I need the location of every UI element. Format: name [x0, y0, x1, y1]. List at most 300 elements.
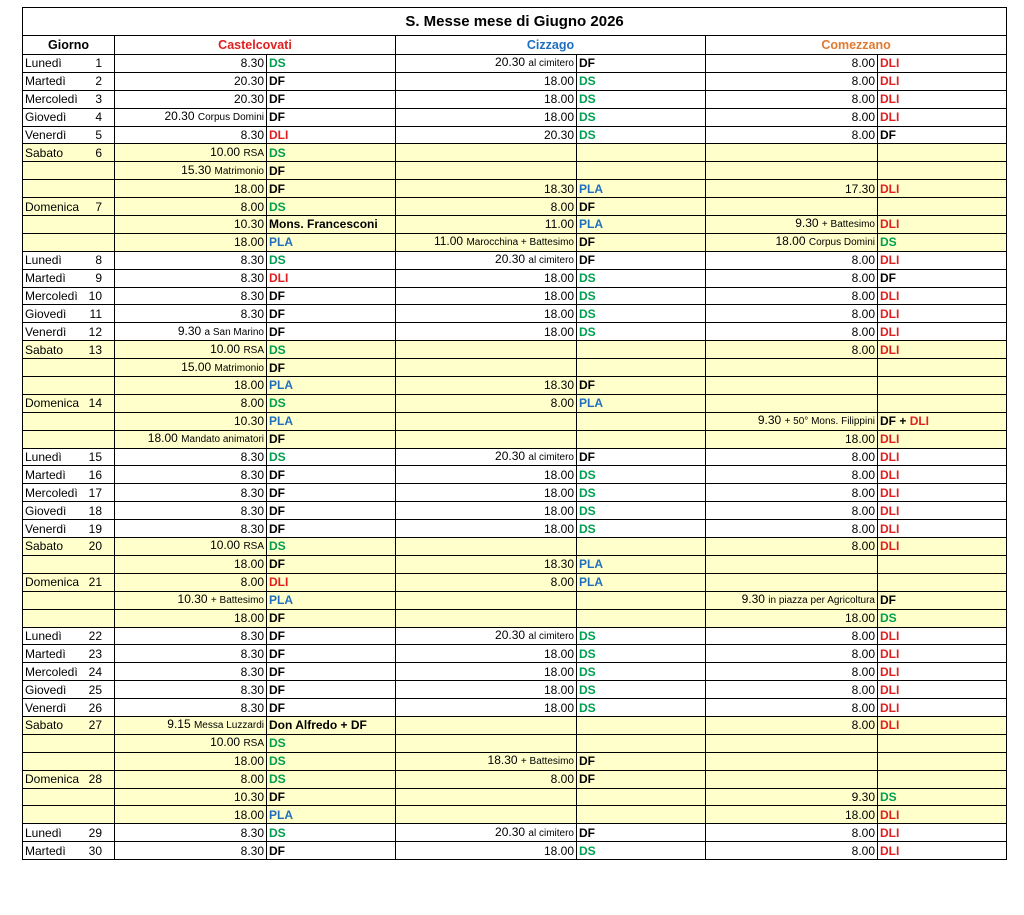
mass-time: 18.00: [233, 181, 264, 196]
cizzago-celebrant-cell: [577, 538, 706, 556]
header-giorno: Giorno: [23, 36, 115, 55]
table-row: [23, 609, 1007, 627]
day-cell: [23, 716, 115, 734]
cizzago-time-cell: [396, 555, 577, 573]
day-name: Martedì: [25, 271, 66, 286]
mass-time: 8.00: [851, 485, 875, 500]
celebrant: DS: [579, 646, 596, 661]
table-row: [23, 502, 1007, 520]
castelcovati-time-cell: [115, 430, 267, 448]
castelcovati-celebrant-cell: [267, 412, 396, 430]
mass-time: 8.00: [851, 843, 875, 858]
mass-time: 8.30: [240, 128, 264, 142]
mass-note: Marocchina + Battesimo: [466, 237, 574, 249]
castelcovati-time-cell: [115, 699, 267, 717]
castelcovati-time-cell: [115, 305, 267, 323]
cizzago-celebrant-cell: [577, 412, 706, 430]
cizzago-celebrant-cell: [577, 645, 706, 663]
mass-time: 8.00: [851, 467, 875, 482]
comezzano-time-cell: [706, 752, 878, 770]
castelcovati-celebrant-cell: [267, 752, 396, 770]
table-row: [23, 591, 1007, 609]
day-name: Venerdì: [25, 324, 67, 339]
table-row: [23, 573, 1007, 591]
cizzago-celebrant-cell: [577, 359, 706, 377]
cizzago-time-cell: [396, 144, 577, 162]
celebrant: DLI: [880, 664, 900, 679]
castelcovati-celebrant-cell: [267, 842, 396, 860]
day-number: 12: [88, 324, 102, 339]
comezzano-time-cell: [706, 484, 878, 502]
castelcovati-celebrant-cell: [267, 502, 396, 520]
cizzago-time-cell: [396, 162, 577, 180]
comezzano-time-cell: [706, 573, 878, 591]
celebrant: DS: [579, 110, 596, 125]
table-row: [23, 126, 1007, 144]
castelcovati-celebrant-cell: [267, 251, 396, 269]
day-cell: [23, 681, 115, 699]
mass-time: 20.30: [233, 74, 264, 89]
mass-time: 17.30: [844, 181, 875, 196]
cizzago-time-cell: [396, 180, 577, 198]
mass-time: 18.00: [233, 235, 264, 250]
day-name: Sabato: [25, 145, 64, 160]
celebrant: DLI: [880, 628, 900, 643]
mass-time: 8.00: [851, 539, 875, 554]
castelcovati-time-cell: [115, 126, 267, 144]
comezzano-celebrant-cell: [878, 538, 1007, 556]
celebrant: DLI: [880, 289, 900, 304]
mass-time: 18.00: [543, 485, 574, 500]
celebrant: DF: [579, 825, 595, 840]
cizzago-time-cell: [396, 645, 577, 663]
day-number: 9: [95, 271, 102, 286]
day-number: 16: [88, 467, 102, 482]
mass-time: 18.00: [543, 271, 574, 286]
mass-time: 18.00: [543, 306, 574, 321]
mass-time: 8.00: [550, 396, 574, 411]
celebrant: DLI: [880, 825, 900, 840]
mass-time: 9.30: [795, 216, 819, 231]
day-cell: [23, 538, 115, 556]
mass-time: 18.00: [543, 521, 574, 536]
celebrant: DF: [269, 306, 285, 321]
day-number: 23: [88, 646, 102, 661]
mass-note: Mandato animatori: [181, 434, 264, 446]
cizzago-celebrant-cell: [577, 394, 706, 412]
table-row: [23, 72, 1007, 90]
castelcovati-celebrant-cell: [267, 770, 396, 788]
castelcovati-celebrant-cell: [267, 55, 396, 73]
comezzano-celebrant-cell: [878, 448, 1007, 466]
castelcovati-celebrant-cell: [267, 573, 396, 591]
day-name: Martedì: [25, 467, 66, 482]
comezzano-time-cell: [706, 645, 878, 663]
mass-time: 10.00: [210, 144, 241, 159]
celebrant: DF: [269, 92, 285, 107]
celebrant: DS: [579, 128, 596, 142]
mass-note: Corpus Domini: [197, 112, 264, 124]
cizzago-celebrant-cell: [577, 180, 706, 198]
celebrant: DS: [269, 253, 286, 268]
mass-time: 8.30: [240, 521, 264, 536]
table-row: [23, 90, 1007, 108]
comezzano-celebrant-cell: [878, 806, 1007, 824]
comezzano-time-cell: [706, 770, 878, 788]
comezzano-time-cell: [706, 305, 878, 323]
castelcovati-time-cell: [115, 55, 267, 73]
cizzago-celebrant-cell: [577, 448, 706, 466]
table-row: [23, 216, 1007, 234]
celebrant: DS: [579, 682, 596, 697]
celebrant: DF: [269, 646, 285, 661]
cizzago-celebrant-cell: [577, 752, 706, 770]
day-name: Mercoledì: [25, 664, 78, 679]
day-name: Sabato: [25, 539, 64, 554]
comezzano-time-cell: [706, 55, 878, 73]
comezzano-celebrant-cell: [878, 466, 1007, 484]
celebrant: PLA: [579, 575, 603, 590]
day-cell: [23, 323, 115, 341]
mass-time: 8.30: [240, 56, 264, 71]
comezzano-celebrant-cell: [878, 645, 1007, 663]
mass-time: 8.00: [851, 628, 875, 643]
cizzago-celebrant-cell: [577, 770, 706, 788]
castelcovati-celebrant-cell: [267, 72, 396, 90]
comezzano-celebrant-cell: [878, 716, 1007, 734]
comezzano-celebrant-cell: [878, 824, 1007, 842]
day-name: Mercoledì: [25, 289, 78, 304]
mass-time: 18.00: [233, 754, 264, 769]
day-name: Lunedì: [25, 450, 62, 465]
celebrant: DLI: [880, 306, 900, 321]
cizzago-celebrant-cell: [577, 699, 706, 717]
comezzano-time-cell: [706, 663, 878, 681]
celebrant: DS: [269, 539, 286, 554]
cizzago-time-cell: [396, 305, 577, 323]
day-cell: [23, 627, 115, 645]
day-name: Domenica: [25, 575, 80, 590]
comezzano-time-cell: [706, 180, 878, 198]
cizzago-celebrant-cell: [577, 144, 706, 162]
castelcovati-time-cell: [115, 788, 267, 806]
castelcovati-celebrant-cell: [267, 716, 396, 734]
comezzano-time-cell: [706, 538, 878, 556]
mass-time: 20.30: [495, 449, 526, 464]
castelcovati-time-cell: [115, 323, 267, 341]
celebrant: DF: [269, 843, 285, 858]
mass-time: 8.00: [851, 825, 875, 840]
comezzano-time-cell: [706, 824, 878, 842]
mass-note: + Battesimo: [821, 219, 875, 231]
cizzago-celebrant-cell: [577, 716, 706, 734]
comezzano-celebrant-cell: [878, 609, 1007, 627]
mass-time: 8.00: [240, 396, 264, 411]
castelcovati-time-cell: [115, 591, 267, 609]
celebrant: DS: [579, 467, 596, 482]
celebrant: DF: [269, 611, 285, 626]
table-row: [23, 484, 1007, 502]
comezzano-time-cell: [706, 806, 878, 824]
comezzano-time-cell: [706, 126, 878, 144]
day-cell: [23, 699, 115, 717]
celebrant: DS: [880, 235, 897, 250]
mass-time: 8.30: [240, 682, 264, 697]
day-cell: [23, 645, 115, 663]
comezzano-time-cell: [706, 251, 878, 269]
mass-time: 18.00: [543, 843, 574, 858]
comezzano-celebrant-cell: [878, 233, 1007, 251]
celebrant: DLI: [880, 253, 900, 268]
day-cell: [23, 770, 115, 788]
castelcovati-time-cell: [115, 394, 267, 412]
cizzago-time-cell: [396, 55, 577, 73]
comezzano-time-cell: [706, 162, 878, 180]
mass-time: 18.00: [233, 557, 264, 572]
mass-note: in piazza per Agricoltura: [768, 595, 875, 607]
cizzago-celebrant-cell: [577, 269, 706, 287]
mass-time: 10.30: [233, 217, 264, 232]
celebrant: DS: [269, 450, 286, 465]
table-row: [23, 448, 1007, 466]
celebrant: DLI: [880, 807, 900, 822]
day-cell: [23, 448, 115, 466]
day-cell: [23, 842, 115, 860]
mass-note: Corpus Domini: [808, 237, 875, 249]
mass-time: 10.00: [210, 538, 241, 553]
title-row: [23, 8, 1007, 36]
mass-time: 8.00: [550, 575, 574, 590]
day-cell: [23, 233, 115, 251]
comezzano-time-cell: [706, 788, 878, 806]
mass-time: 9.30: [741, 592, 765, 607]
mass-time: 18.00: [844, 432, 875, 447]
day-number: 21: [88, 575, 102, 590]
castelcovati-celebrant-cell: [267, 108, 396, 126]
day-name: Venerdì: [25, 521, 67, 536]
cizzago-time-cell: [396, 538, 577, 556]
table-row: [23, 180, 1007, 198]
comezzano-time-cell: [706, 198, 878, 216]
table-row: [23, 251, 1007, 269]
comezzano-celebrant-cell: [878, 144, 1007, 162]
comezzano-time-cell: [706, 842, 878, 860]
day-name: Martedì: [25, 646, 66, 661]
celebrant: DF: [269, 324, 285, 339]
celebrant: PLA: [269, 378, 293, 393]
mass-time: 20.30: [495, 252, 526, 267]
comezzano-celebrant-cell: [878, 734, 1007, 752]
day-cell: [23, 90, 115, 108]
mass-time: 8.30: [240, 450, 264, 465]
castelcovati-time-cell: [115, 251, 267, 269]
table-row: [23, 430, 1007, 448]
comezzano-time-cell: [706, 734, 878, 752]
celebrant: DF: [269, 432, 285, 447]
cizzago-time-cell: [396, 108, 577, 126]
celebrant: DF: [579, 378, 595, 393]
celebrant: DF: [269, 503, 285, 518]
castelcovati-time-cell: [115, 180, 267, 198]
cizzago-celebrant-cell: [577, 162, 706, 180]
celebrant: DS: [269, 825, 286, 840]
celebrant: DF: [269, 700, 285, 715]
mass-time: 8.00: [851, 56, 875, 71]
table-row: [23, 842, 1007, 860]
mass-time: 8.00: [851, 718, 875, 733]
table-row: [23, 788, 1007, 806]
castelcovati-celebrant-cell: [267, 162, 396, 180]
celebrant: DLI: [880, 217, 900, 232]
cizzago-time-cell: [396, 627, 577, 645]
mass-time: 8.00: [851, 646, 875, 661]
comezzano-celebrant-cell: [878, 180, 1007, 198]
celebrant: DS: [269, 754, 286, 769]
day-name: Giovedì: [25, 682, 67, 697]
celebrant: DS: [579, 74, 596, 89]
mass-time: 10.00: [210, 341, 241, 356]
castelcovati-time-cell: [115, 72, 267, 90]
castelcovati-celebrant-cell: [267, 627, 396, 645]
mass-time: 18.30: [543, 181, 574, 196]
comezzano-celebrant-cell: [878, 126, 1007, 144]
mass-note: + 50° Mons. Filippini: [784, 416, 875, 428]
celebrant: DF: [269, 682, 285, 697]
celebrant: DS: [579, 521, 596, 536]
castelcovati-celebrant-cell: [267, 806, 396, 824]
comezzano-celebrant-cell: [878, 359, 1007, 377]
comezzano-time-cell: [706, 520, 878, 538]
castelcovati-time-cell: [115, 609, 267, 627]
castelcovati-celebrant-cell: [267, 394, 396, 412]
day-cell: [23, 520, 115, 538]
comezzano-time-cell: [706, 430, 878, 448]
comezzano-celebrant-cell: [878, 591, 1007, 609]
celebrant: PLA: [579, 396, 603, 411]
day-number: 27: [88, 718, 102, 733]
day-name: Venerdì: [25, 700, 67, 715]
comezzano-celebrant-cell: [878, 770, 1007, 788]
celebrant: DLI: [880, 92, 900, 107]
mass-note: RSA: [243, 541, 264, 553]
cizzago-time-cell: [396, 90, 577, 108]
celebrant: DF: [269, 521, 285, 536]
celebrant: DLI: [880, 718, 900, 733]
comezzano-celebrant-cell: [878, 269, 1007, 287]
mass-time: 20.30: [233, 92, 264, 107]
mass-time: 18.00: [147, 431, 178, 446]
celebrant: DLI: [880, 503, 900, 518]
mass-time: 8.00: [851, 92, 875, 107]
celebrant: DLI: [880, 485, 900, 500]
mass-schedule-table: [22, 7, 1007, 860]
mass-time: 8.30: [240, 843, 264, 858]
table-row: [23, 716, 1007, 734]
castelcovati-time-cell: [115, 842, 267, 860]
celebrant: DF: [269, 664, 285, 679]
celebrant: DS: [579, 92, 596, 107]
cizzago-celebrant-cell: [577, 305, 706, 323]
celebrant: DF: [269, 360, 285, 375]
day-number: 13: [88, 342, 102, 357]
castelcovati-celebrant-cell: [267, 430, 396, 448]
mass-time: 8.00: [851, 450, 875, 465]
day-cell: [23, 126, 115, 144]
castelcovati-celebrant-cell: [267, 591, 396, 609]
comezzano-celebrant-cell: [878, 627, 1007, 645]
table-row: [23, 269, 1007, 287]
celebrant: DF: [880, 128, 896, 142]
header-cizzago: Cizzago: [396, 36, 706, 55]
comezzano-time-cell: [706, 609, 878, 627]
day-name: Giovedì: [25, 306, 67, 321]
comezzano-celebrant-cell: [878, 699, 1007, 717]
mass-time: 8.30: [240, 467, 264, 482]
castelcovati-celebrant-cell: [267, 305, 396, 323]
cizzago-time-cell: [396, 287, 577, 305]
cizzago-time-cell: [396, 842, 577, 860]
day-number: 14: [88, 396, 102, 411]
castelcovati-time-cell: [115, 216, 267, 234]
celebrant: DLI: [269, 271, 289, 286]
castelcovati-celebrant-cell: [267, 287, 396, 305]
celebrant: DLI: [269, 575, 289, 590]
celebrant: DS: [880, 611, 897, 626]
celebrant: DLI: [880, 682, 900, 697]
comezzano-celebrant-cell: [878, 502, 1007, 520]
table-row: [23, 323, 1007, 341]
celebrant: DS: [579, 503, 596, 518]
cizzago-celebrant-cell: [577, 55, 706, 73]
header-row: [23, 36, 1007, 55]
table-row: [23, 663, 1007, 681]
celebrant: PLA: [579, 217, 603, 232]
celebrant: DF: [579, 235, 595, 250]
castelcovati-celebrant-cell: [267, 269, 396, 287]
mass-time: 18.00: [844, 807, 875, 822]
day-number: 26: [88, 700, 102, 715]
celebrant: DF: [269, 467, 285, 482]
castelcovati-celebrant-cell: [267, 448, 396, 466]
castelcovati-celebrant-cell: [267, 90, 396, 108]
cizzago-celebrant-cell: [577, 216, 706, 234]
table-row: [23, 555, 1007, 573]
day-cell: [23, 555, 115, 573]
comezzano-celebrant-cell: [878, 394, 1007, 412]
mass-time: 8.00: [240, 199, 264, 214]
mass-time: 9.30: [757, 413, 782, 428]
day-number: 17: [88, 485, 102, 500]
celebrant: DS: [269, 736, 286, 751]
mass-time: 8.30: [240, 646, 264, 661]
castelcovati-celebrant-cell: [267, 788, 396, 806]
day-cell: [23, 269, 115, 287]
celebrant: DLI: [909, 414, 930, 429]
cizzago-celebrant-cell: [577, 126, 706, 144]
comezzano-time-cell: [706, 359, 878, 377]
celebrant: DS: [880, 789, 897, 804]
celebrant: DS: [579, 700, 596, 715]
cizzago-time-cell: [396, 323, 577, 341]
castelcovati-time-cell: [115, 734, 267, 752]
castelcovati-time-cell: [115, 645, 267, 663]
mass-time: 8.00: [550, 199, 574, 214]
table-row: [23, 627, 1007, 645]
celebrant: DF: [269, 557, 285, 572]
celebrant: DS: [579, 485, 596, 500]
mass-time: 18.00: [543, 503, 574, 518]
cizzago-time-cell: [396, 377, 577, 395]
